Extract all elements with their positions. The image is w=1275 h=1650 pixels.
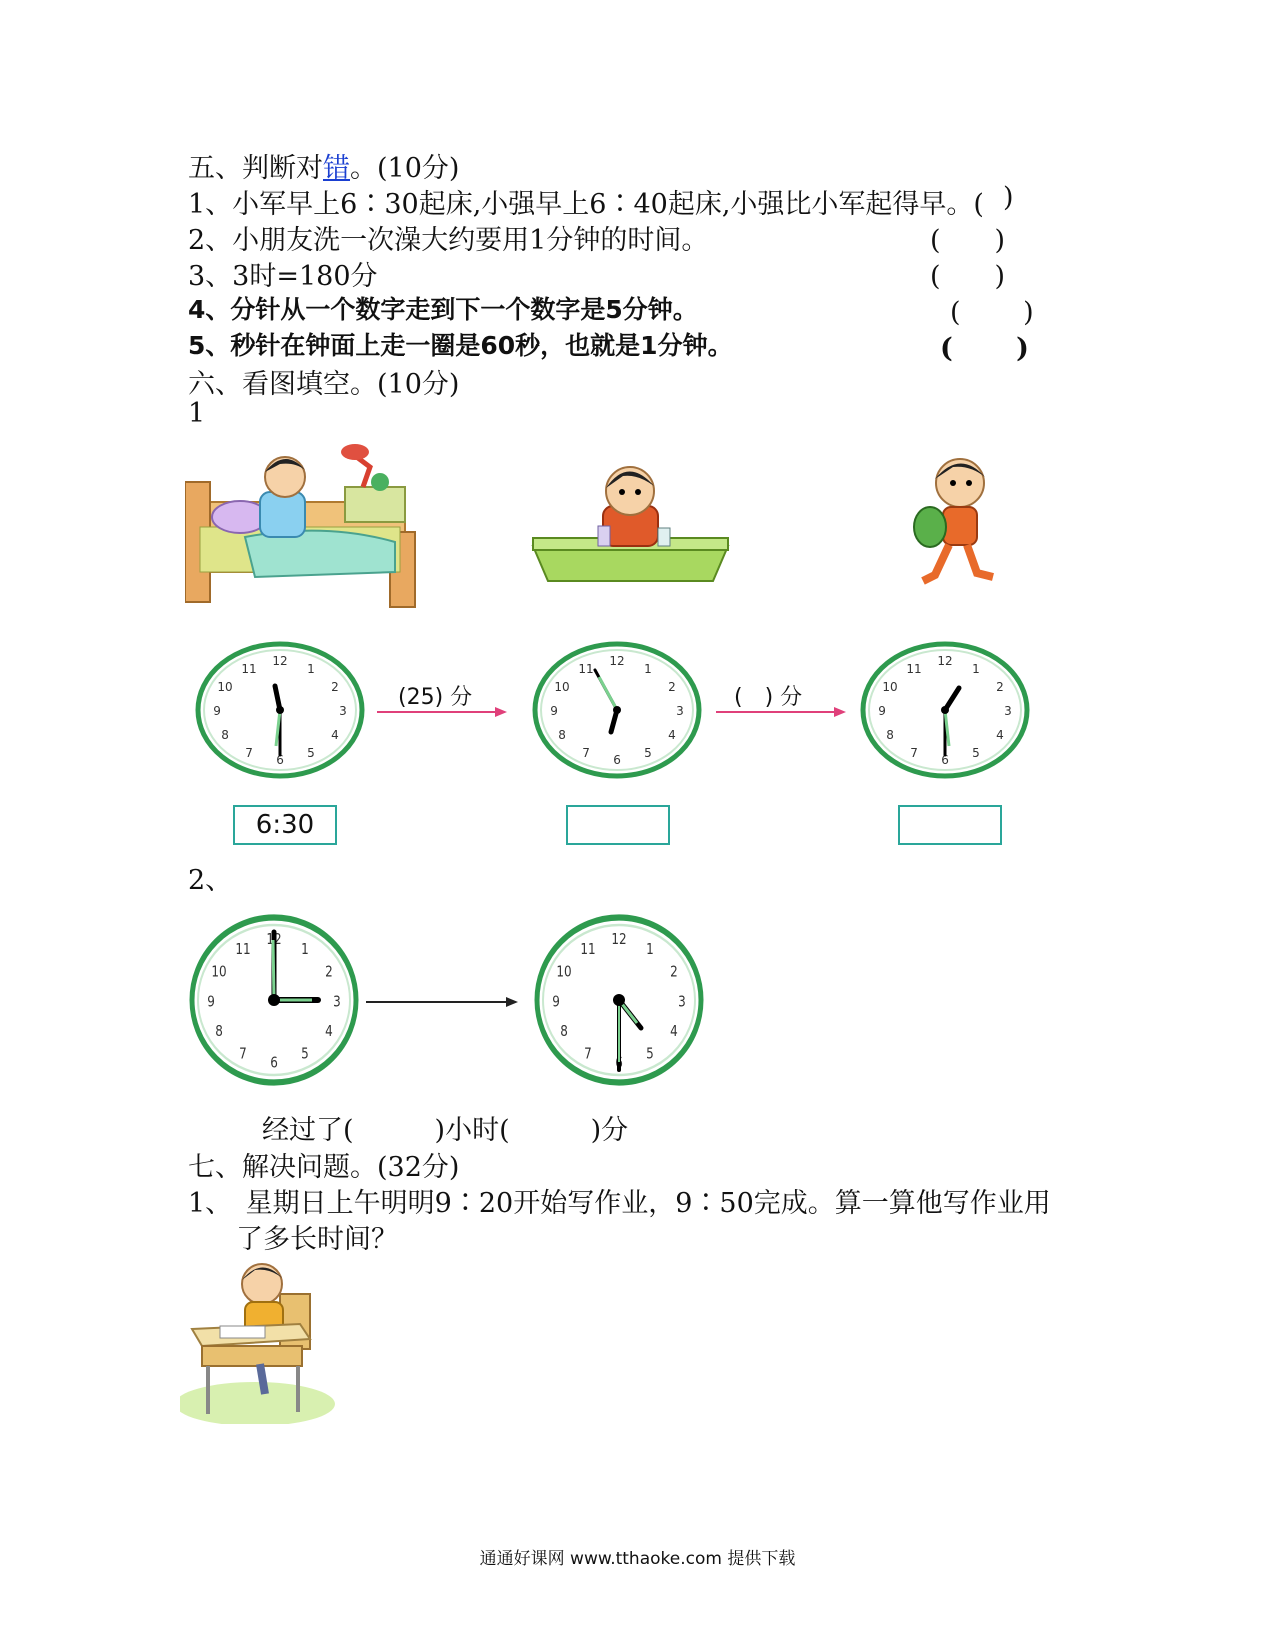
section7-title: 七、解决问题。(32分) [188,1152,460,1183]
footer-text: 通通好课网 www.tthaoke.com 提供下载 [479,1549,796,1569]
judge-paren-1[interactable]: ) [1003,182,1014,213]
time-box-3[interactable] [898,805,1002,845]
arrow-1-label: (25) 分 [398,685,473,710]
clock-3-00 [186,912,362,1088]
boy-waking-up-illustration [185,442,420,612]
judge-paren-5[interactable]: ( ) [940,333,1029,364]
boy-eating-illustration [528,456,733,586]
q2-answer-line[interactable]: 经过了( )小时( )分 [262,1115,629,1146]
judge-item-5: 5、秒针在钟面上走一圈是60秒，也就是1分钟。 [188,331,733,360]
wrong-link[interactable]: 错 [323,153,350,184]
judge-paren-3[interactable]: ( ) [930,261,1006,292]
section7-q1-line2: 了多长时间？ [236,1224,398,1255]
q1-label: 1 [188,398,206,429]
arrow-2-label: ( ) 分 [734,685,803,710]
boy-writing-homework-illustration [180,1254,335,1424]
judge-item-3: 3、3时=180分 [188,261,378,292]
judge-item-4: 4、分针从一个数字走到下一个数字是5分钟。 [188,295,698,324]
q2-label: 2、 [188,865,233,896]
clock-6-55 [530,640,704,780]
arrow-3 [366,996,518,1008]
judge-item-2: 2、小朋友洗一次澡大约要用1分钟的时间。 [188,225,709,256]
clock-5-30 [531,912,707,1088]
judge-paren-2[interactable]: ( ) [930,225,1006,256]
section6-title: 六、看图填空。(10分) [188,369,460,400]
boy-going-to-school-illustration [905,455,1005,590]
clock-6-30 [193,640,367,780]
time-box-1: 6:30 [233,805,337,845]
section7-q1-line1: 1、 星期日上午明明9∶20开始写作业，9∶50完成。算一算他写作业用 [188,1188,1051,1219]
judge-paren-4[interactable]: ( ) [950,297,1034,328]
judge-item-1: 1、小军早上6∶30起床,小强早上6∶40起床,小强比小军起得早。( [188,189,984,220]
section5-title: 五、判断对错。(10分) [188,153,460,184]
time-box-2[interactable] [566,805,670,845]
clock-7-30 [858,640,1032,780]
